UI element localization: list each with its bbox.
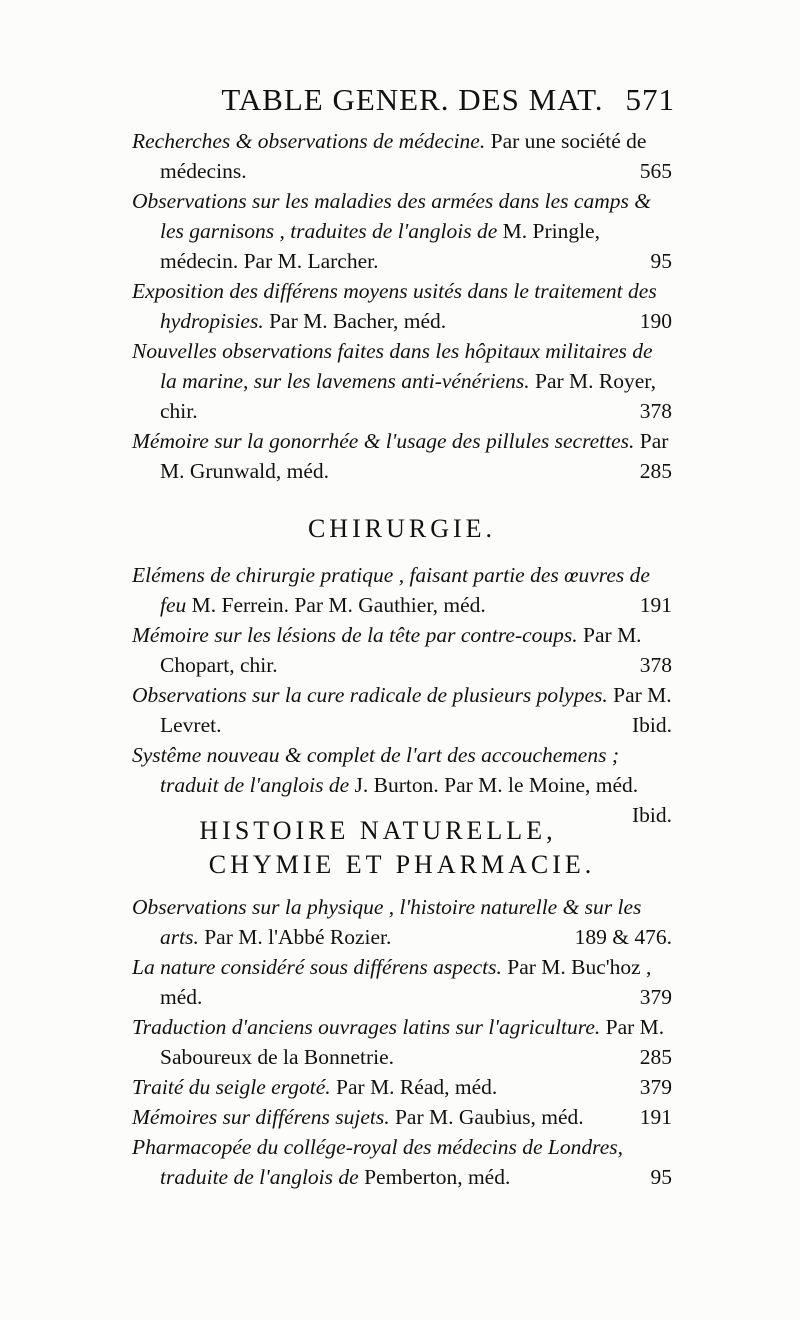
entry-title: La nature considéré sous différens aspects.	[132, 955, 502, 979]
entry-author: M. Pringle, médecin. Par M. Larcher.	[160, 219, 600, 273]
entry-author: Par M. Saboureux de la Bonnetrie.	[160, 1015, 665, 1069]
entry-page: 285	[639, 1045, 672, 1069]
section-heading-line: HISTOIRE NATURELLE,	[199, 816, 557, 845]
index-entry	[132, 1012, 672, 1072]
entry-page: 95	[650, 249, 672, 273]
entry-author: Par M. Levret.	[160, 683, 672, 737]
index-entry	[132, 336, 672, 426]
entry-title: Observations sur les maladies des armées dans les camps & les garnisons , traduites de l'anglois de	[132, 189, 651, 243]
running-head-title: TABLE GENER. DES MAT.	[221, 82, 604, 117]
entry-title: Elémens de chirurgie pratique , faisant partie des œuvres de feu	[132, 563, 650, 617]
index-entry	[132, 740, 672, 827]
index-body	[132, 126, 672, 1192]
entry-page: 95	[650, 1165, 672, 1189]
page-number: 571	[625, 82, 675, 117]
entry-author: Par M. Chopart, chir.	[160, 623, 642, 677]
entry-title: Observations sur la cure radicale de plusieurs polypes.	[132, 683, 608, 707]
index-entry	[132, 560, 672, 620]
entry-author: J. Burton. Par M. le Moine, méd.	[354, 773, 639, 797]
entry-author: Par M. Bacher, méd.	[269, 309, 447, 333]
index-entry	[132, 426, 672, 486]
entry-title: Mémoire sur les lésions de la tête par contre-coups.	[132, 623, 578, 647]
section-heading-chirurgie: CHIRURGIE.	[307, 514, 497, 543]
entry-author: Par M. Grunwald, méd.	[160, 429, 669, 483]
entry-title: Traité du seigle ergoté.	[132, 1075, 331, 1099]
index-entry	[132, 680, 672, 740]
index-entry	[132, 276, 672, 336]
entry-title: Recherches & observations de médecine.	[132, 129, 486, 153]
entry-author: Par M. l'Abbé Rozier.	[204, 925, 392, 949]
entry-page: 379	[639, 985, 672, 1009]
entry-page: 378	[639, 399, 672, 423]
entry-page: 285	[639, 459, 672, 483]
index-entry	[132, 952, 672, 1012]
entry-title: Systême nouveau & complet de l'art des accouchemens ; traduit de l'anglois de	[132, 743, 619, 797]
entry-author: Par M. Buc'hoz , méd.	[160, 955, 652, 1009]
section-heading-line: CHYMIE ET PHARMACIE.	[208, 850, 596, 879]
index-entry	[132, 126, 672, 186]
index-entry	[132, 1102, 672, 1132]
entry-title: Observations sur la physique , l'histoire naturelle & sur les arts.	[132, 895, 642, 949]
entry-author: Par une société de médecins.	[160, 129, 647, 183]
entry-author: Par M. Royer, chir.	[160, 369, 656, 423]
index-entry	[132, 1132, 672, 1192]
entry-title: Mémoires sur différens sujets.	[132, 1105, 390, 1129]
entry-author: Par M. Gaubius, méd.	[394, 1105, 584, 1129]
entry-page: 565	[639, 159, 672, 183]
entry-title: Nouvelles observations faites dans les hôpitaux militaires de la marine, sur les lavemens anti-vénériens.	[132, 339, 653, 393]
entry-page: 189 & 476.	[574, 925, 672, 949]
entry-title: Exposition des différens moyens usités dans le traitement des hydropisies.	[132, 279, 657, 333]
running-head	[135, 82, 675, 118]
entry-author: Pemberton, méd.	[364, 1165, 511, 1189]
entry-page: Ibid.	[631, 713, 672, 737]
entry-page: 379	[639, 1075, 672, 1099]
index-entry	[132, 1072, 672, 1102]
entry-title: Mémoire sur la gonorrhée & l'usage des pillules secrettes.	[132, 429, 635, 453]
entry-author: Par M. Réad, méd.	[336, 1075, 498, 1099]
entry-page: 190	[639, 309, 672, 333]
index-entry	[132, 892, 672, 952]
index-entry	[132, 620, 672, 680]
index-entry	[132, 186, 672, 276]
section-heading-histoire	[132, 814, 672, 882]
entry-title: Pharmacopée du collége-royal des médecins de Londres, traduite de l'anglois de	[132, 1135, 623, 1189]
entry-page: 191	[639, 593, 672, 617]
entry-page: 378	[639, 653, 672, 677]
entry-page: 191	[639, 1105, 672, 1129]
entry-author: M. Ferrein. Par M. Gauthier, méd.	[191, 593, 486, 617]
entry-title: Traduction d'anciens ouvrages latins sur l'agriculture.	[132, 1015, 601, 1039]
entry-page: Ibid.	[631, 803, 672, 827]
